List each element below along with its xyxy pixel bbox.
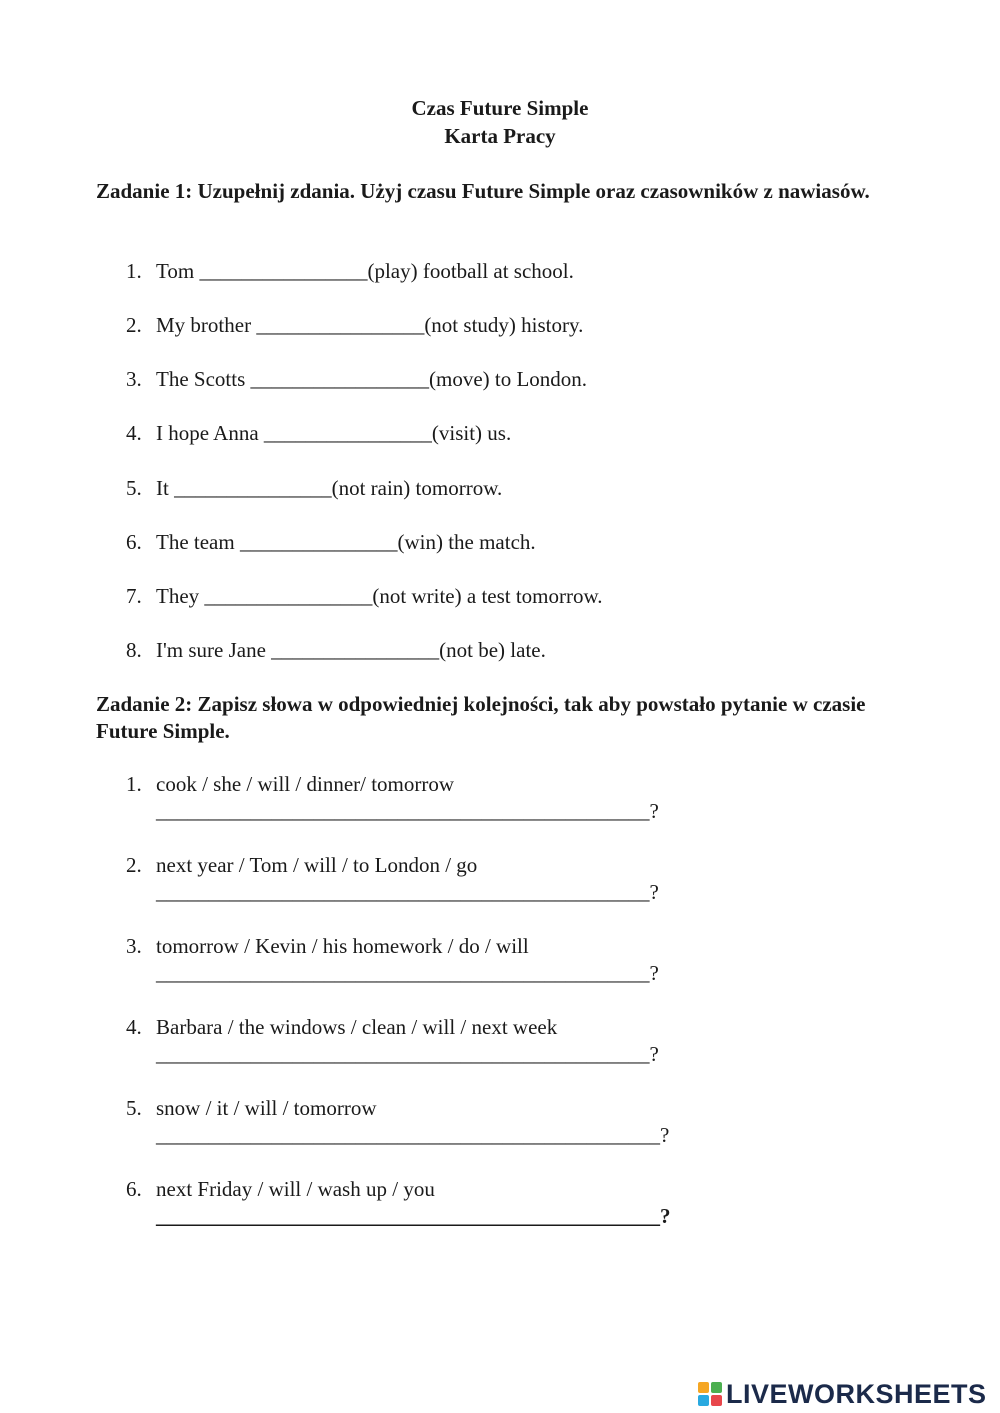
task1-item-8: 8. I'm sure Jane ________________(not be) late. xyxy=(126,638,546,662)
task2-item-2: 2. next year / Tom / will / to London / go xyxy=(126,853,478,877)
task2-item-1: 1. cook / she / will / dinner/ tomorrow xyxy=(126,772,455,796)
task2-answer-line-3[interactable]: _______________________________________________? xyxy=(156,961,659,985)
logo-text: LIVEWORKSHEETS xyxy=(726,1378,987,1409)
task2-answer-line-2[interactable]: _______________________________________________? xyxy=(156,880,659,904)
task1-heading: Zadanie 1: Uzupełnij zdania. Użyj czasu Future Simple oraz czasowników z nawiasów. xyxy=(96,179,870,203)
task2-item-3: 3. tomorrow / Kevin / his homework / do / will xyxy=(126,934,529,958)
logo-blocks-icon xyxy=(698,1382,722,1406)
worksheet-title: Czas Future Simple xyxy=(411,96,589,120)
task1-item-4: 4. I hope Anna ________________(visit) us. xyxy=(126,421,512,445)
task1-item-2: 2. My brother ________________(not study) history. xyxy=(126,313,584,337)
task2-answer-line-4[interactable]: _______________________________________________? xyxy=(156,1042,659,1066)
task1-item-5: 5. It _______________(not rain) tomorrow. xyxy=(126,476,503,500)
liveworksheets-logo xyxy=(698,1377,987,1411)
task2-item-5: 5. snow / it / will / tomorrow xyxy=(126,1096,377,1120)
task1-item-6: 6. The team _______________(win) the match. xyxy=(126,530,536,554)
task1-item-3: 3. The Scotts _________________(move) to London. xyxy=(126,367,588,391)
task2-answer-line-5[interactable]: ________________________________________________? xyxy=(156,1123,670,1147)
task2-answer-line-1[interactable]: _______________________________________________? xyxy=(156,799,659,823)
task1-item-1: 1. Tom ________________(play) football at school. xyxy=(126,259,574,283)
task2-answer-line-6[interactable]: ________________________________________________? xyxy=(156,1204,671,1228)
worksheet-subtitle: Karta Pracy xyxy=(444,124,556,148)
task2-item-4: 4. Barbara / the windows / clean / will / next week xyxy=(126,1015,558,1039)
task2-heading: Zadanie 2: Zapisz słowa w odpowiedniej kolejności, tak aby powstało pytanie w czasie Future Simple. xyxy=(96,692,866,743)
task2-item-6: 6. next Friday / will / wash up / you xyxy=(126,1177,435,1201)
task1-item-7: 7. They ________________(not write) a test tomorrow. xyxy=(126,584,603,608)
